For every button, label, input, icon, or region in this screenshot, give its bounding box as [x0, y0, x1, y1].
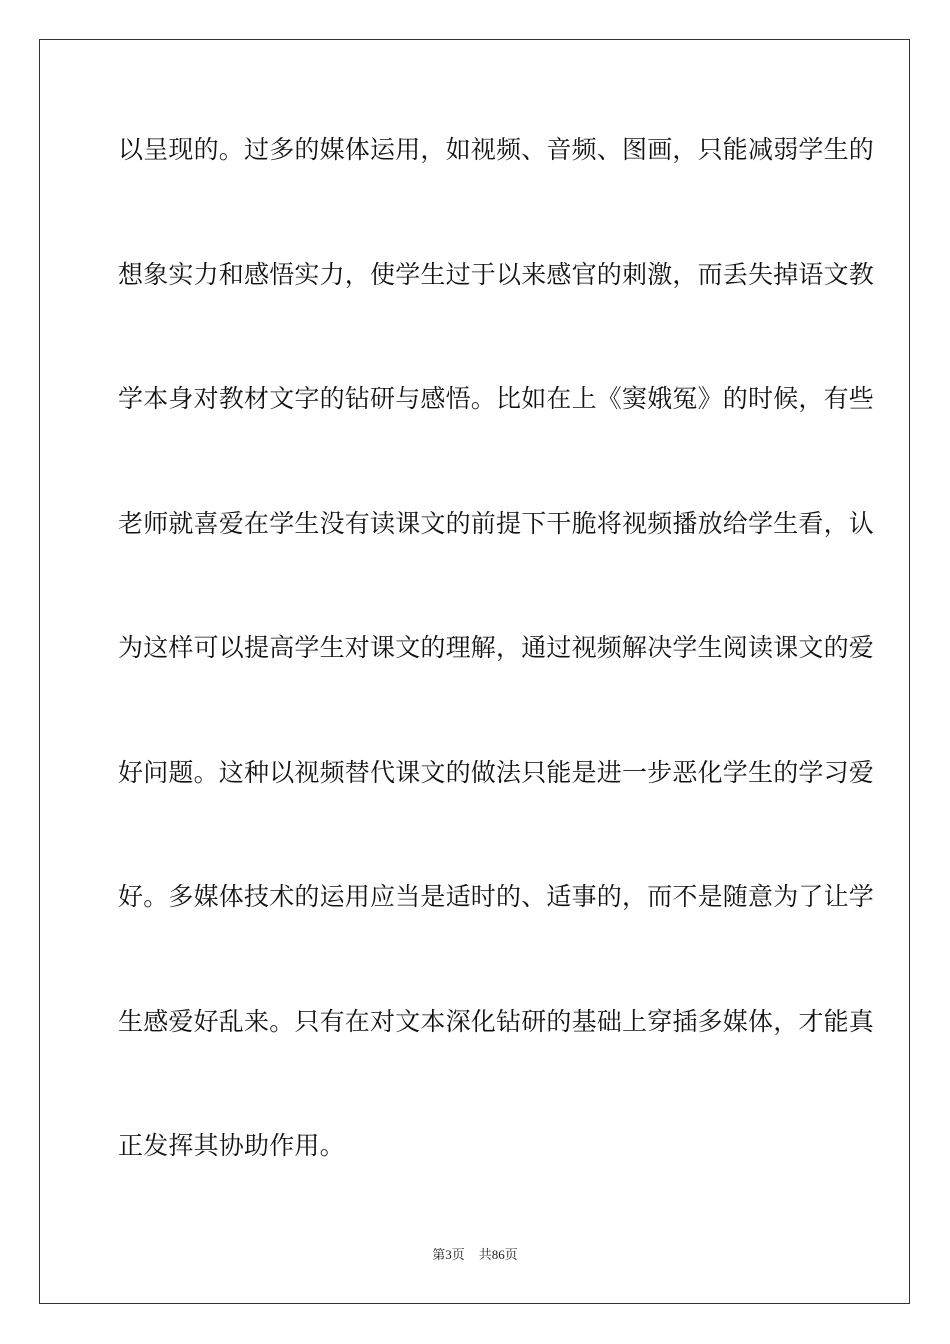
page-total: 共86页	[478, 1247, 518, 1262]
page-footer	[0, 1244, 950, 1263]
text-line: 生感爱好乱来。只有在对文本深化钻研的基础上穿插多媒体，才能真	[118, 1006, 875, 1036]
text-line: 正发挥其协助作用。	[118, 1131, 345, 1160]
text-line: 学本身对教材文字的钻研与感悟。比如在上《窦娥冤》的时候，有些	[118, 384, 875, 413]
document-body	[118, 128, 875, 1249]
text-line: 老师就喜爱在学生没有读课文的前提下干脆将视频播放给学生看，认	[118, 508, 875, 538]
text-line: 好。多媒体技术的运用应当是适时的、适事的，而不是随意为了让学	[118, 882, 875, 911]
text-line: 想象实力和感悟实力，使学生过于以来感官的刺激，而丢失掉语文教	[118, 259, 875, 289]
text-line: 以呈现的。过多的媒体运用，如视频、音频、图画，只能减弱学生的	[118, 135, 875, 164]
text-line: 为这样可以提高学生对课文的理解，通过视频解决学生阅读课文的爱	[118, 633, 875, 662]
text-line: 好问题。这种以视频替代课文的做法只能是进一步恶化学生的学习爱	[118, 757, 875, 787]
page-number: 第3页	[432, 1247, 465, 1262]
